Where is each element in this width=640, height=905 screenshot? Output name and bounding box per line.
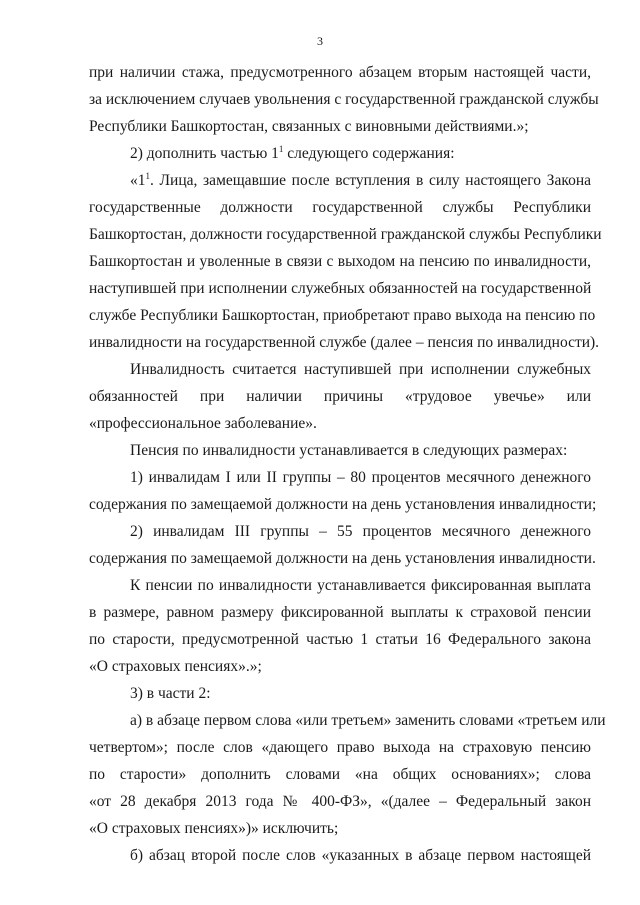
text-line: Республики Башкортостан, связанных с виновными действиями.»; (89, 118, 529, 135)
text-line: инвалидности на государственной службе (далее – пенсия по инвалидности). (89, 334, 600, 351)
text-line: 1) инвалидам I или II группы – 80 процентов месячного денежного (130, 469, 591, 486)
text-line: «О страховых пенсиях».»; (89, 658, 262, 675)
text-line: содержания по замещаемой должности на день установления инвалидности. (89, 550, 596, 567)
text-line: 3) в части 2: (130, 685, 211, 702)
text-line: б) абзац второй после слов «указанных в абзаце первом настоящей (130, 847, 591, 864)
superscript: 1 (278, 144, 284, 154)
text-line: по старости, предусмотренной частью 1 статьи 16 Федерального закона (89, 631, 591, 648)
text-line: в размере, равном размеру фиксированной выплаты к страховой пенсии (89, 604, 591, 621)
text-line: Пенсия по инвалидности устанавливается в следующих размерах: (130, 442, 568, 459)
text-line: К пенсии по инвалидности устанавливается фиксированная выплата (130, 577, 591, 594)
text-line: а) в абзаце первом слова «или третьем» заменить словами «третьем или (130, 712, 606, 729)
text-fragment: следующего содержания: (283, 145, 455, 162)
text-line: четвертом»; после слов «дающего право выхода на страховую пенсию (89, 739, 591, 756)
text-line: 2) инвалидам III группы – 55 процентов месячного денежного (130, 523, 591, 540)
text-line: за исключением случаев увольнения с государственной гражданской службы (89, 91, 599, 108)
superscript: 1 (145, 171, 150, 181)
text-line: «от 28 декабря 2013 года № 400-ФЗ», «(далее – Федеральный закон (89, 793, 591, 810)
text-line: государственные должности государственной службы Республики (89, 199, 591, 216)
page-number: 3 (317, 34, 323, 48)
text-line: Инвалидность считается наступившей при исполнении служебных (130, 361, 591, 378)
text-line: по старости» дополнить словами «на общих основаниях»; слова (89, 766, 591, 783)
text-fragment: . Лица, замещавшие после вступления в силу настоящего Закона (150, 172, 591, 189)
text-line: «О страховых пенсиях»)» исключить; (89, 820, 339, 837)
paragraph-item-2 (130, 145, 591, 163)
text-line: обязанностей при наличии причины «трудовое увечье» или (89, 388, 591, 405)
text-line: при наличии стажа, предусмотренного абзацем вторым настоящей части, (89, 64, 591, 81)
text-fragment: 2) дополнить частью 1 (130, 145, 279, 162)
text-line: содержания по замещаемой должности на день установления инвалидности; (89, 496, 597, 513)
text-line: службе Республики Башкортостан, приобретают право выхода на пенсию по (89, 307, 596, 324)
text-line: Башкортостан и уволенные в связи с выходом на пенсию по инвалидности, (89, 253, 591, 270)
quoted-paragraph-start (130, 172, 591, 190)
text-line: наступившей при исполнении служебных обязанностей на государственной (89, 280, 592, 297)
text-line: «профессиональное заболевание». (89, 415, 317, 432)
text-fragment: «1 (130, 172, 146, 189)
text-line: Башкортостан, должности государственной гражданской службы Республики (89, 226, 602, 243)
